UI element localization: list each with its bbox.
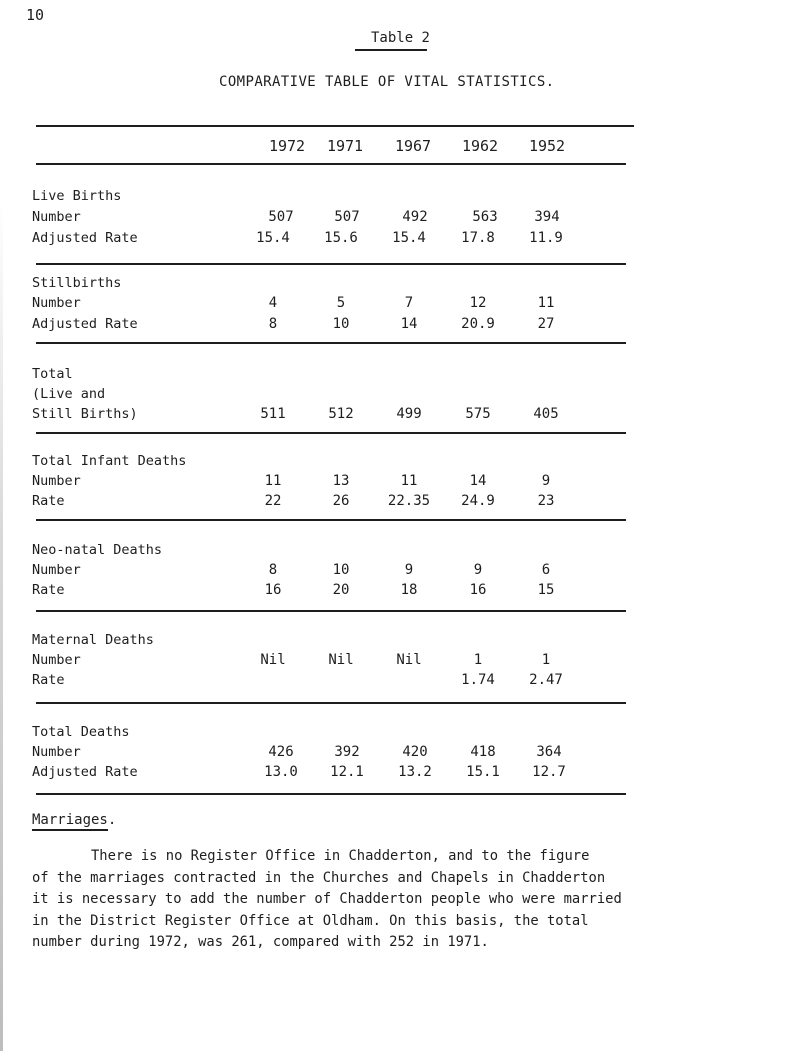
main-title: COMPARATIVE TABLE OF VITAL STATISTICS.: [219, 74, 555, 90]
cell: 6: [541, 562, 551, 578]
section-rule: [36, 702, 626, 704]
row-label-adjusted-rate: Adjusted Rate: [32, 316, 138, 332]
row-label-number: Number: [32, 652, 81, 668]
section-title-total-deaths: Total Deaths: [32, 724, 130, 740]
header-bottom-rule: [36, 163, 626, 165]
row-label-adjusted-rate: Adjusted Rate: [32, 764, 138, 780]
section-title-infant-deaths: Total Infant Deaths: [32, 453, 187, 469]
row-label-number: Number: [32, 295, 81, 311]
cell: 13: [332, 473, 350, 489]
row-label-number: Number: [32, 209, 81, 225]
cell: 17.8: [461, 230, 495, 246]
paragraph-line: There is no Register Office in Chadderton, and to the figure: [91, 848, 590, 864]
cell: 20: [332, 582, 350, 598]
section-rule: [36, 432, 626, 434]
cell: 22: [264, 493, 282, 509]
table-bottom-rule: [36, 793, 626, 795]
cell: Nil: [260, 652, 286, 668]
cell: Nil: [328, 652, 354, 668]
cell: 12.1: [330, 764, 364, 780]
cell: 20.9: [461, 316, 495, 332]
cell: 26: [332, 493, 350, 509]
cell: 575: [465, 406, 491, 422]
cell: 392: [334, 744, 360, 760]
cell: 14: [469, 473, 487, 489]
row-label-rate: Rate: [32, 582, 65, 598]
cell: 22.35: [387, 493, 431, 509]
cell: 4: [268, 295, 278, 311]
cell: 15: [537, 582, 555, 598]
year-header-1972: 1972: [268, 137, 306, 155]
row-label-number: Number: [32, 562, 81, 578]
cell: 13.2: [398, 764, 432, 780]
cell: 12: [469, 295, 487, 311]
cell: 15.4: [256, 230, 290, 246]
year-header-1962: 1962: [461, 137, 499, 155]
cell: 18: [400, 582, 418, 598]
year-header-1967: 1967: [394, 137, 432, 155]
cell: 9: [473, 562, 483, 578]
cell: 16: [264, 582, 282, 598]
cell: 12.7: [532, 764, 566, 780]
cell: 511: [260, 406, 286, 422]
cell: 364: [536, 744, 562, 760]
section-rule: [36, 519, 626, 521]
section-rule: [36, 610, 626, 612]
row-label-rate: Rate: [32, 493, 65, 509]
cell: 8: [268, 562, 278, 578]
cell: 394: [534, 209, 560, 225]
page-edge-shadow: [0, 200, 3, 1051]
cell: 418: [470, 744, 496, 760]
year-header-1971: 1971: [326, 137, 364, 155]
marriages-heading: Marriages.: [32, 812, 117, 828]
cell: 499: [396, 406, 422, 422]
cell: 11: [264, 473, 282, 489]
cell: 507: [268, 209, 294, 225]
section-title-live-births: Live Births: [32, 188, 122, 204]
cell: 1.74: [461, 672, 495, 688]
cell: 24.9: [461, 493, 495, 509]
cell: 426: [268, 744, 294, 760]
cell: 16: [469, 582, 487, 598]
cell: 9: [541, 473, 551, 489]
cell: 27: [537, 316, 555, 332]
row-label-rate: Rate: [32, 672, 65, 688]
cell: 15.6: [324, 230, 358, 246]
cell: 8: [268, 316, 278, 332]
section-title-neo-natal-deaths: Neo-natal Deaths: [32, 542, 163, 558]
section-rule: [36, 342, 626, 344]
cell: 13.0: [264, 764, 298, 780]
table-top-rule: [36, 125, 634, 127]
row-label-adjusted-rate: Adjusted Rate: [32, 230, 138, 246]
cell: 7: [404, 295, 414, 311]
cell: 15.4: [392, 230, 426, 246]
cell: 420: [402, 744, 428, 760]
paragraph-line: in the District Register Office at Oldham. On this basis, the total: [32, 912, 589, 929]
section-title-total-line2: (Live and: [32, 386, 106, 402]
page-number: 10: [26, 6, 45, 24]
cell: 23: [537, 493, 555, 509]
cell: 405: [533, 406, 559, 422]
paragraph-line: number during 1972, was 261, compared with 252 in 1971.: [32, 934, 489, 950]
cell: 512: [328, 406, 354, 422]
cell: 1: [541, 652, 551, 668]
cell: 11.9: [529, 230, 563, 246]
cell: 492: [402, 209, 428, 225]
section-rule: [36, 263, 626, 265]
cell: 11: [400, 473, 418, 489]
cell: 563: [472, 209, 498, 225]
cell: 15.1: [466, 764, 500, 780]
cell: Nil: [396, 652, 422, 668]
table-caption: Table 2: [370, 30, 430, 46]
cell: 11: [537, 295, 555, 311]
paragraph-line: it is necessary to add the number of Chadderton people who were married: [32, 891, 622, 907]
cell: 10: [332, 316, 350, 332]
row-label-number: Number: [32, 744, 81, 760]
cell: 9: [404, 562, 414, 578]
section-title-stillbirths: Stillbirths: [32, 275, 122, 291]
cell: 5: [336, 295, 346, 311]
cell: 10: [332, 562, 350, 578]
cell: 507: [334, 209, 360, 225]
paragraph-line: of the marriages contracted in the Churches and Chapels in Chadderton: [32, 869, 606, 886]
cell: 2.47: [529, 672, 563, 688]
marriages-paragraph: [32, 846, 792, 954]
section-title-maternal-deaths: Maternal Deaths: [32, 632, 154, 648]
cell: 14: [400, 316, 418, 332]
year-header-1952: 1952: [528, 137, 566, 155]
cell: 1: [473, 652, 483, 668]
section-title-total: Total: [32, 366, 73, 382]
section-title-total-line3: Still Births): [32, 406, 138, 422]
table-caption-underline: [355, 49, 427, 51]
row-label-number: Number: [32, 473, 81, 489]
marriages-heading-underline: [32, 829, 108, 831]
